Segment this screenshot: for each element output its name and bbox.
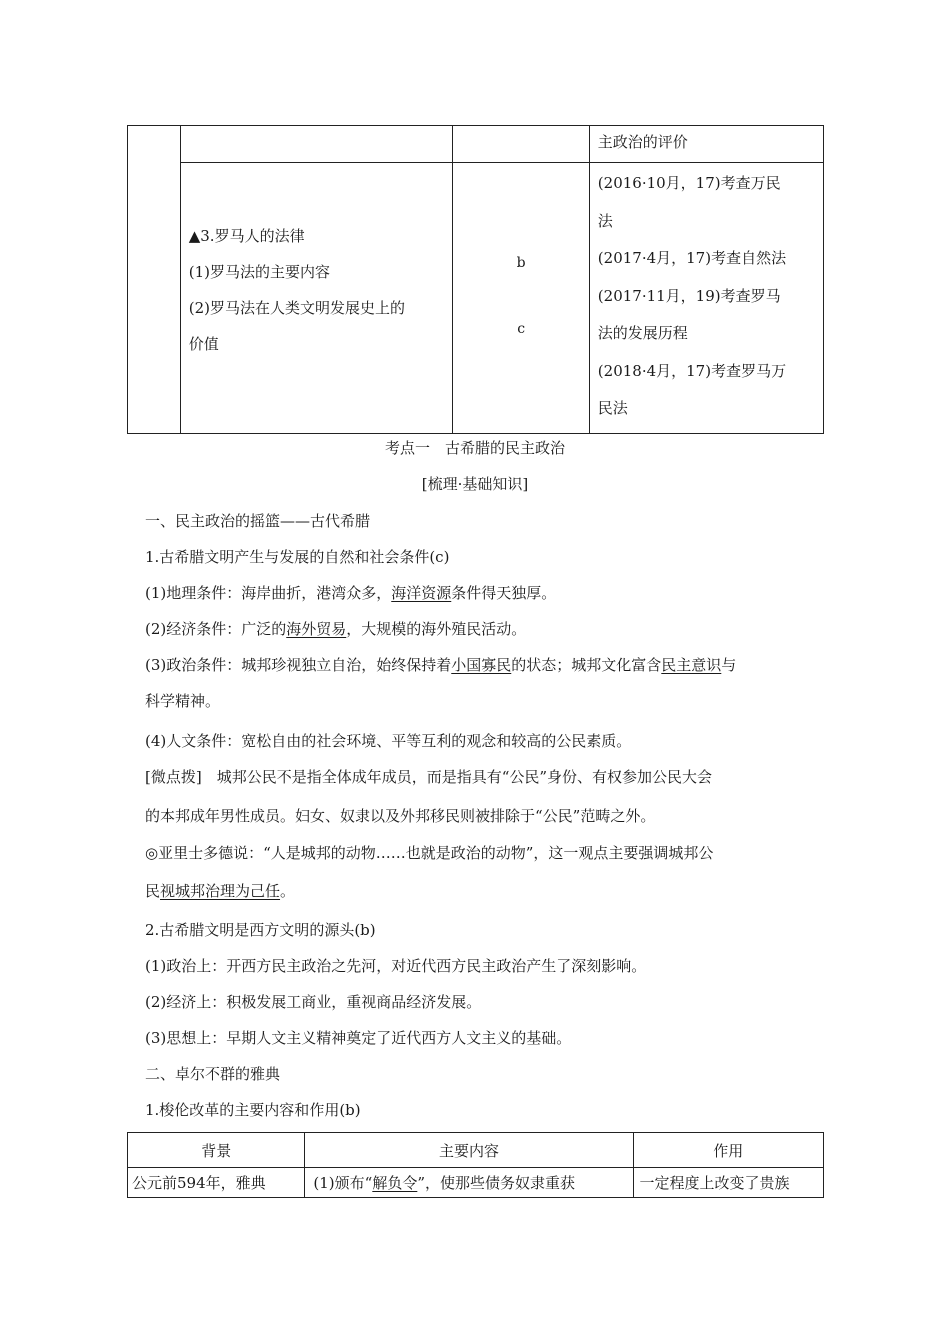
p2-item3: (3)思想上：早期人文主义精神奠定了近代西方人文主义的基础。: [145, 1029, 572, 1047]
p2-item2: (2)经济上：积极发展工商业，重视商品经济发展。: [145, 993, 482, 1011]
level-b: b: [516, 255, 526, 271]
p1-item3-underlined-1: 小国寡民: [451, 656, 512, 674]
r1c2-underlined: 解负令: [372, 1174, 418, 1192]
r1c2-text: (1)颁布“: [313, 1174, 373, 1192]
bottom-table-r1c2: [305, 1168, 633, 1198]
item-sub2-line2: 价值: [188, 335, 219, 353]
exam-line: 法的发展历程: [597, 324, 688, 342]
p1-item2-underlined: 海外贸易: [286, 620, 347, 638]
p1-item1-underlined: 海洋资源: [391, 584, 452, 602]
quote-line2-underlined: 视城邦治理为己任: [160, 882, 281, 900]
p1-item2-text: (2)经济条件：广泛的: [145, 620, 287, 638]
tip-line2: 的本邦成年男性成员。妇女、奴隶以及外邦移民则被排除于“公民”范畴之外。: [145, 807, 656, 825]
p1-item3: [145, 654, 736, 675]
top-table-level-cell: [453, 163, 589, 434]
p1-item3-underlined-2: 民主意识: [661, 656, 722, 674]
bottom-table-header-content: 主要内容: [305, 1133, 633, 1168]
top-table: [127, 125, 824, 434]
top-table-r1c4: [589, 126, 823, 163]
p1-item1: [145, 582, 556, 603]
exam-line: 法: [597, 211, 613, 230]
quote-line2-text: 民: [145, 882, 161, 900]
top-table-exam-cell: [589, 163, 823, 434]
p2-item1: (1)政治上：开西方民主政治之先河，对近代西方民主政治产生了深刻影响。: [145, 957, 647, 975]
exam-line: (2016·10月，17)考查万民: [597, 174, 781, 192]
top-table-eval-text: 主政治的评价: [597, 133, 688, 151]
p1-item3-mid: 的状态；城邦文化富含: [511, 656, 662, 674]
bottom-table: [127, 1132, 824, 1198]
top-table-r1c2: [180, 126, 453, 163]
p1-item3-text: (3)政治条件：城邦珍视独立自治，始终保持着: [145, 656, 452, 674]
exam-line: (2017·11月，19)考查罗马: [597, 286, 781, 305]
item-title: ▲3.罗马人的法律: [188, 227, 305, 245]
top-table-r1c3: [453, 126, 589, 163]
p1-item2-tail: ，大规模的海外殖民活动。: [346, 620, 527, 638]
p1-item2: [145, 618, 526, 639]
exam-line: (2018·4月，17)考查罗马万: [597, 361, 787, 380]
level-c: c: [517, 321, 526, 337]
top-table-item-cell: [180, 163, 453, 434]
part1-heading: 一、民主政治的摇篮——古代希腊: [145, 512, 371, 530]
p3-heading: 1.梭伦改革的主要内容和作用(b): [145, 1101, 361, 1119]
bottom-table-r1c1: 公元前594年，雅典: [128, 1168, 305, 1198]
section-subtitle: [梳理·基础知识]: [421, 475, 529, 493]
p1-item1-tail: 条件得天独厚。: [451, 584, 557, 602]
quote-line2-tail: 。: [280, 882, 296, 900]
bottom-table-header-effect: 作用: [633, 1133, 824, 1168]
p1-item1-text: (1)地理条件：海岸曲折，港湾众多，: [145, 584, 392, 602]
p1-item4: (4)人文条件：宽松自由的社会环境、平等互利的观念和较高的公民素质。: [145, 732, 632, 750]
exam-line: (2017·4月，17)考查自然法: [597, 249, 787, 267]
quote-line2: [145, 880, 295, 901]
p1-item3-line2: 科学精神。: [145, 692, 221, 710]
exam-line: 民法: [597, 399, 628, 417]
p1-item3-tail: 与: [721, 656, 737, 674]
part2-heading: 二、卓尔不群的雅典: [145, 1065, 281, 1083]
bottom-table-r1c3: 一定程度上改变了贵族: [633, 1168, 824, 1198]
tip-line1: [微点拨] 城邦公民不是指全体成年成员，而是指具有“公民”身份、有权参加公民大会: [145, 768, 713, 786]
bottom-table-header-background: 背景: [128, 1133, 305, 1168]
r1c2-tail: ”，使那些债务奴隶重获: [417, 1174, 575, 1192]
item-sub2-line1: (2)罗马法在人类文明发展史上的: [188, 299, 405, 317]
p1-heading: 1.古希腊文明产生与发展的自然和社会条件(c): [145, 548, 450, 566]
section-title: 考点一 古希腊的民主政治: [384, 439, 565, 457]
item-sub1: (1)罗马法的主要内容: [188, 263, 330, 281]
quote-line1: ◎亚里士多德说：“人是城邦的动物……也就是政治的动物”，这一观点主要强调城邦公: [145, 844, 714, 862]
p2-heading: 2.古希腊文明是西方文明的源头(b): [145, 921, 376, 939]
top-table-col1: [128, 126, 181, 434]
